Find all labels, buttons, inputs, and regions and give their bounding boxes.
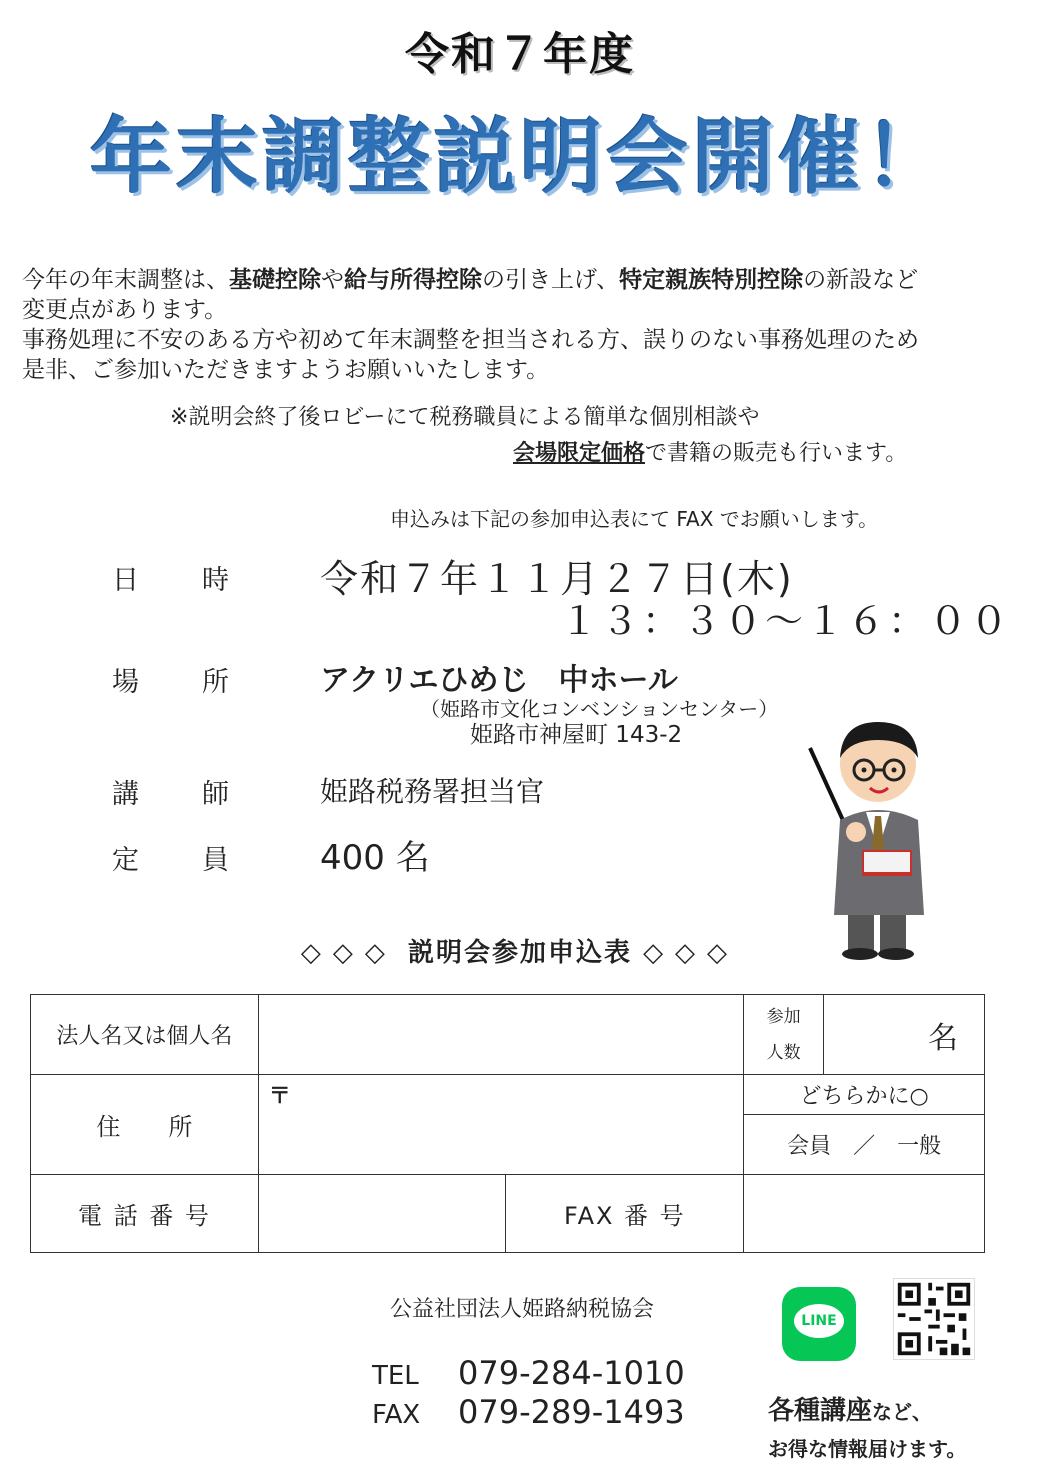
intro-keyword: 基礎控除 [229, 267, 321, 293]
choose-one-label: どちらかに○ [744, 1075, 985, 1115]
intro-line: 事務処理に不安のある方や初めて年末調整を担当される方、誤りのない事務処理のため [22, 327, 919, 353]
capacity: 400 名 [320, 838, 430, 878]
diamond-deco-left: ◇◇◇ [300, 938, 397, 968]
main-title: 年末調整説明会開催！ [89, 110, 950, 205]
label-char: 時 [202, 565, 229, 596]
phone-field[interactable] [258, 1175, 506, 1253]
phone-label: 電 話 番 号 [31, 1175, 259, 1253]
participants-label-line: 人数 [766, 1042, 801, 1063]
venue-subname: （姫路市文化コンベンションセンター） [420, 697, 779, 721]
name-field[interactable] [258, 995, 743, 1075]
intro-text [22, 265, 1022, 385]
place-label [112, 660, 292, 699]
intro-text-part: や [321, 267, 344, 293]
fax-number: 079-289-1493 [458, 1393, 685, 1431]
intro-keyword: 特定親族特別控除 [619, 267, 804, 293]
lecturer: 姫路税務署担当官 [320, 775, 545, 808]
tel-number[interactable]: 079-284-1010 [458, 1354, 685, 1392]
promo-small: など、 [872, 1400, 933, 1424]
intro-line: 是非、ご参加いただきますようお願いいたします。 [22, 357, 550, 383]
event-date: 令和７年１１月２７日(木) [320, 557, 794, 601]
promo-line-2: お得な情報届けます。 [768, 1437, 967, 1461]
member-type-select[interactable]: 会員 ／ 一般 [744, 1115, 985, 1175]
venue-address: 姫路市神屋町 143-2 [470, 722, 683, 748]
participants-label [744, 995, 824, 1075]
qr-code-icon[interactable] [893, 1278, 975, 1360]
intro-line: 変更点があります。 [22, 297, 228, 323]
form-title [0, 932, 1040, 969]
line-logo-text: LINE [794, 1304, 844, 1338]
participants-label-line: 参加 [766, 1006, 801, 1027]
lecturer-label [112, 772, 292, 811]
label-char: 日 [112, 565, 139, 596]
sub-title: 令和７年度 [405, 29, 635, 80]
application-form [30, 994, 985, 1253]
postal-mark: 〒 [268, 1084, 291, 1109]
label-char: 場 [112, 667, 139, 698]
form-title-text: 説明会参加申込表 [407, 938, 632, 968]
intro-keyword: 給与所得控除 [344, 267, 482, 293]
capacity-label [112, 838, 292, 877]
special-price-text: 会場限定価格 [513, 441, 646, 466]
intro-text-part: の引き上げ、 [482, 267, 620, 293]
tel-label: TEL [372, 1361, 419, 1391]
venue-name: アクリエひめじ 中ホール [320, 663, 678, 698]
apply-instructions: 申込みは下記の参加申込表にて FAX でお願いします。 [390, 507, 879, 531]
promo-bold: 各種講座 [768, 1396, 873, 1426]
label-char: 講 [112, 779, 139, 810]
intro-text-part: の新設など [803, 267, 919, 293]
label-char: 所 [202, 667, 229, 698]
lecturer-illustration [800, 700, 960, 960]
organization-name: 公益社団法人姫路納税協会 [390, 1297, 655, 1322]
promo-line-1 [768, 1390, 932, 1427]
address-field[interactable] [258, 1075, 743, 1175]
fax-label-footer: FAX [372, 1400, 421, 1430]
participants-unit: 名 [928, 1020, 958, 1056]
note-line: で書籍の販売も行います。 [645, 441, 908, 466]
participants-field[interactable] [824, 995, 985, 1075]
diamond-deco-right: ◇◇◇ [643, 938, 740, 968]
fax-label: FAX 番 号 [506, 1175, 744, 1253]
label-char: 員 [202, 845, 229, 876]
name-label: 法人名又は個人名 [31, 995, 259, 1075]
date-label [112, 558, 292, 597]
note-line: ※説明会終了後ロビーにて税務職員による簡単な個別相談や [170, 405, 760, 430]
contact-info [372, 1355, 685, 1433]
label-char: 師 [202, 779, 229, 810]
note [170, 400, 970, 472]
event-time: １３：３０～１６：００ [560, 599, 1012, 643]
intro-text-part: 今年の年末調整は、 [22, 267, 229, 293]
fax-field[interactable] [744, 1175, 985, 1253]
label-char: 定 [112, 845, 139, 876]
address-label: 住 所 [31, 1075, 259, 1175]
